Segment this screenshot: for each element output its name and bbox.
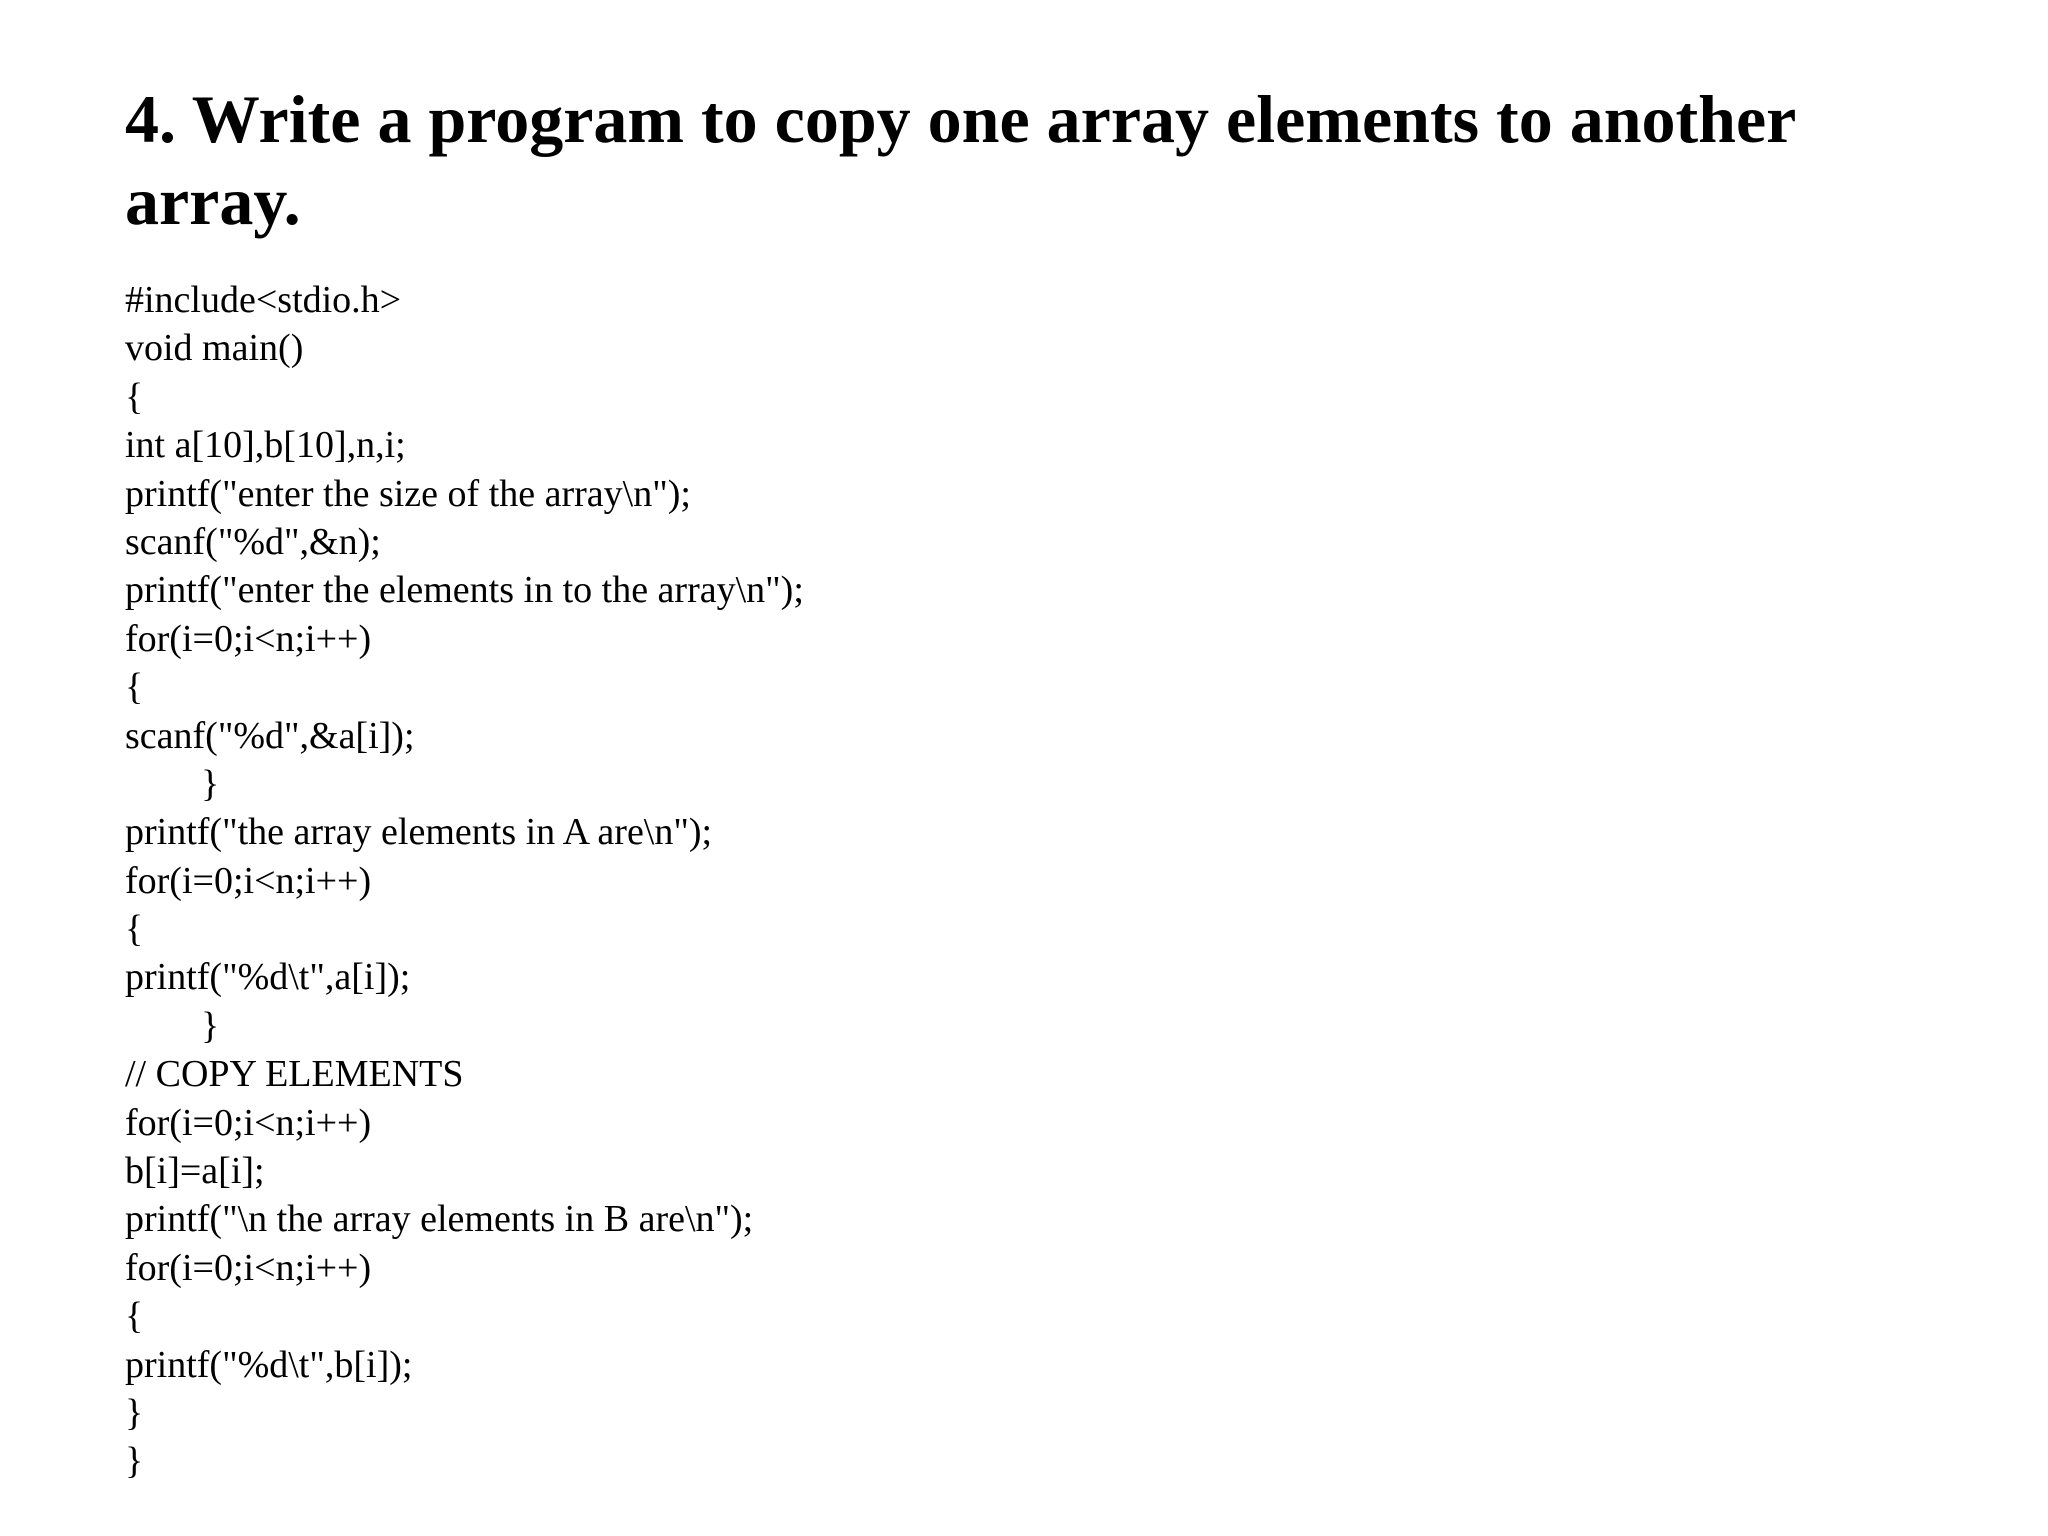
code-line: scanf("%d",&n);: [125, 520, 381, 563]
code-line: printf("%d\t",a[i]);: [125, 956, 411, 999]
code-line: }: [125, 1440, 144, 1483]
code-line: printf("the array elements in A are\n");: [125, 811, 713, 854]
code-line: for(i=0;i<n;i++): [125, 1101, 372, 1144]
code-line: void main(): [125, 327, 304, 370]
code-line: printf("enter the size of the array\n");: [125, 472, 691, 515]
code-line: for(i=0;i<n;i++): [125, 1246, 372, 1289]
code-line: {: [125, 1295, 144, 1338]
code-line: for(i=0;i<n;i++): [125, 859, 372, 902]
code-line: printf("%d\t",b[i]);: [125, 1343, 413, 1386]
code-line: {: [125, 666, 144, 709]
code-line: }: [201, 1004, 220, 1047]
code-line: printf("enter the elements in to the array\n");: [125, 569, 804, 612]
code-line: int a[10],b[10],n,i;: [125, 424, 406, 467]
code-line: #include<stdio.h>: [125, 279, 402, 321]
code-line: }: [125, 1391, 144, 1434]
code-line: {: [125, 908, 144, 951]
code-line: printf("\n the array elements in B are\n");: [125, 1198, 754, 1241]
page-title: 4. Write a program to copy one array elements to another array.: [125, 81, 1796, 239]
code-line: b[i]=a[i];: [125, 1150, 265, 1193]
code-comment: // COPY ELEMENTS: [125, 1053, 464, 1096]
code-line: {: [125, 375, 144, 418]
code-line: for(i=0;i<n;i++): [125, 617, 372, 660]
code-line: }: [201, 762, 220, 805]
code-block: [125, 276, 804, 1486]
code-line: scanf("%d",&a[i]);: [125, 714, 415, 757]
